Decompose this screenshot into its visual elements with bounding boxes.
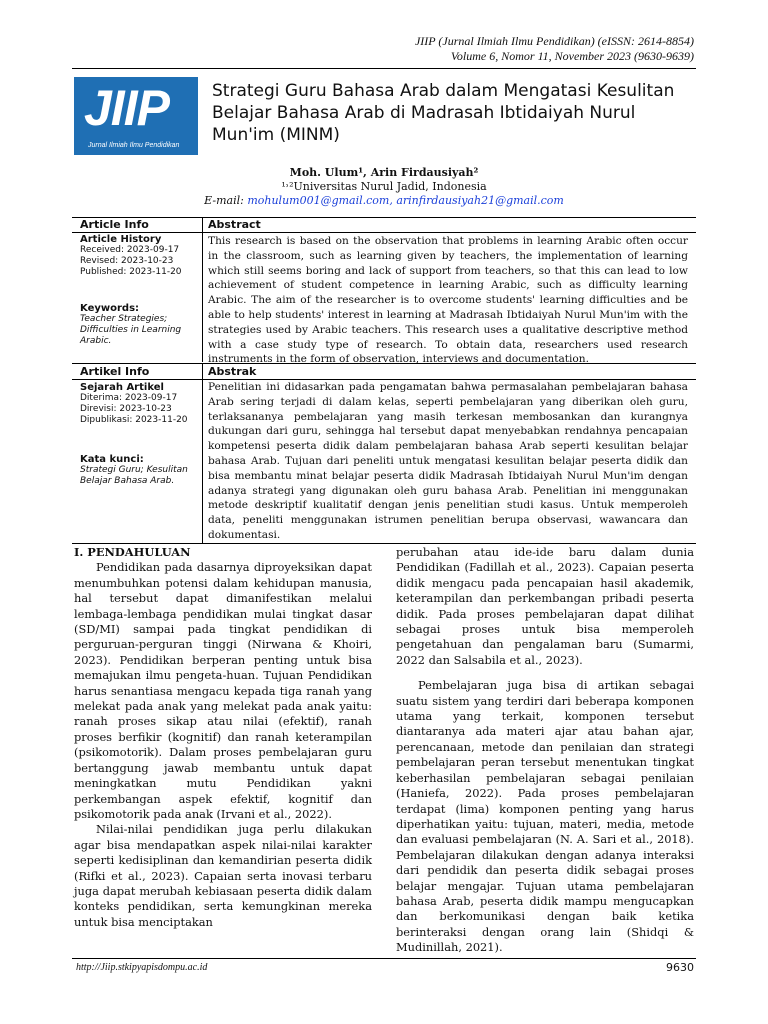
keywords-head: Keywords:	[80, 303, 140, 314]
article-history	[80, 234, 200, 278]
paragraph: Pembelajaran juga bisa di artikan sebagai suatu sistem yang terdiri dari beberapa komponen utama yang terkait, komponen tersebut diantaranya ada materi ajar atau bahan ajar, perencanaan, metode dan penilaian dan strategi pembelajaran peran tersebut menentukan tingkat keberhasilan pembelajaran sebagai penilaian (Haniefa, 2022). Pada proses pembelajaran terdapat (lima) komponen penting yang harus diperhatikan yaitu: tujuan, materi, media, metode dan evaluasi pembelajaran (N. A. Sari et al., 2018). Pembelajaran dilakukan dengan adanya interaksi dari pendidik dan peserta didik sebagai proses belajar mengajar. Tujuan utama pembelajaran bahasa Arab, peserta didik mampu mengucapkan dan berkomunikasi dengan baik ketika berinteraksi dengan orang lain (Shidqi & Mudinillah, 2021).	[396, 678, 694, 955]
sejarah-head: Sejarah Artikel	[80, 382, 164, 393]
abstract-text: This research is based on the observation that problems in learning Arabic often occur in the classroom, such as learning given by teachers, the implementation of learning which still seems boring and lack of support from teachers, so that this can lead to low achievement of student competence in learning Arabic, such as difficulty learning Arabic. The aim of the researcher is to overcome students' learning difficulties and be able to help students' interest in learning at Madrasah Ibtidaiyah Nurul Mun'im with the strategies used by Arabic teachers. This research uses a qualitative descriptive method with a case study type of research. To obtain data, researchers used research instruments in the form of observation, interviews and documentation.	[208, 235, 688, 366]
logo-text: JIIP	[84, 80, 169, 136]
kata-kunci-text: Strategi Guru; Kesulitan Belajar Bahasa Arab.	[80, 465, 188, 486]
affiliation: ¹˒²Universitas Nurul Jadid, Indonesia	[281, 180, 487, 193]
info-rule-top	[72, 217, 696, 218]
paragraph: Nilai-nilai pendidikan juga perlu dilakukan agar bisa mendapatkan aspek nilai-nilai karakter seperti kedisiplinan dan kemandirian peserta didik (Rifki et al., 2023). Capaian serta inovasi terbaru juga dapat merubah kebiasaan peserta didik dalam konteks pendidikan, serta kemungkinan mereka untuk bisa menciptakan	[74, 822, 372, 929]
journal-url[interactable]: http://Jiip.stkipyapisdompu.ac.id	[76, 962, 208, 973]
logo-subtitle: Jurnal Ilmiah Ilmu Pendidikan	[88, 142, 180, 149]
abstract-head: Abstract	[208, 218, 261, 231]
journal-logo	[74, 77, 198, 155]
email-line	[72, 194, 696, 208]
revised-date: Revised: 2023-10-23	[80, 256, 174, 266]
artikel-rule-top	[72, 363, 696, 364]
published-date: Published: 2023-11-20	[80, 267, 182, 277]
kata-kunci-block	[80, 454, 200, 487]
article-info-head: Article Info	[80, 218, 149, 231]
sejarah-artikel	[80, 382, 200, 426]
artikel-info-head: Artikel Info	[80, 365, 150, 378]
dipublikasi-date: Dipublikasi: 2023-11-20	[80, 415, 188, 425]
artikel-divider	[202, 363, 203, 543]
abstrak-head: Abstrak	[208, 365, 257, 378]
artikel-rule-bottom	[72, 543, 696, 544]
direvisi-date: Direvisi: 2023-10-23	[80, 404, 172, 414]
info-divider	[202, 217, 203, 362]
received-date: Received: 2023-09-17	[80, 245, 180, 255]
paragraph: Pendidikan pada dasarnya diproyeksikan dapat menumbuhkan potensi dalam kehidupan manusia, hal tersebut dapat dimanifestikan melalui lembaga-lembaga pendidikan mulai tingkat dasar (SD/MI) sampai pada tingkat pendidikan di perguruan-perguran tinggi (Nirwana & Khoiri, 2023). Pendidikan berperan penting untuk bisa memajukan ilmu pengeta-huan. Tujuan Pendidikan harus senantiasa mengacu kepada tiga ranah yang melekat pada anak yang melekat pada anak yaitu: ranah proses sikap atau nilai (efektif), ranah proses berfikir (kognitif) dan ranah keterampilan (psikomotorik). Dalam proses pembelajaran guru bertanggung jawab membantu untuk dapat meningkatkan mutu Pendidikan yakni perkembangan aspek efektif, kognitif dan psikomotorik pada anak (Irvani et al., 2022).	[74, 560, 372, 821]
email-label: E-mail:	[204, 194, 248, 207]
abstrak-text: Penelitian ini didasarkan pada pengamatan bahwa permasalahan pembelajaran bahasa Arab sering terjadi di dalam kelas, seperti pembelajaran yang diberikan oleh guru, terlaksananya pembelajaran yang masih terkesan membosankan dan kurangnya dukungan dari guru, sehingga hal tersebut dapat menyebabkan rendahnya pencapaian kompetensi peserta didik dalam pembelajaran bahasa Arab seperti kesulitan belajar bahasa Arab. Tujuan dari peneliti untuk mengatasi kesulitan belajar peserta didik dan bisa membantu minat belajar peserta didik Madrasah Ibtidaiyah Nurul Mun'im dengan adanya strategi yang digunakan oleh guru bahasa Arab. Penelitian ini menggunakan metode deskriptif kualitatif dengan jenis penelitian studi kasus. Untuk memperoleh data, peneliti menggunakan istrumen penelitian berupa observasi, wawancara dan dokumentasi.	[208, 381, 688, 541]
journal-name: JIIP (Jurnal Ilmiah Ilmu Pendidikan) (eISSN: 2614-8854)	[414, 34, 694, 48]
right-column	[396, 545, 694, 956]
diterima-date: Diterima: 2023-09-17	[80, 393, 178, 403]
left-column	[74, 545, 372, 930]
keywords-text: Teacher Strategies; Difficulties in Learning Arabic.	[80, 314, 182, 346]
kata-kunci-head: Kata kunci:	[80, 454, 144, 465]
info-rule-mid	[72, 232, 696, 233]
author-names: Moh. Ulum¹, Arin Firdausiyah²	[289, 166, 479, 179]
article-title: Strategi Guru Bahasa Arab dalam Mengatasi Kesulitan Belajar Bahasa Arab di Madrasah Ibtidaiyah Nurul Mun'im (MINM)	[212, 81, 675, 145]
page-number: 9630	[666, 961, 694, 974]
email-link[interactable]: mohulum001@gmail.com, arinfirdausiyah21@gmail.com	[247, 194, 564, 207]
author-block	[72, 166, 696, 208]
section-heading: I. PENDAHULUAN	[74, 545, 191, 559]
header-rule	[72, 68, 696, 69]
keywords-block	[80, 303, 200, 347]
footer-rule	[72, 958, 696, 959]
history-head: Article History	[80, 234, 162, 245]
journal-header	[415, 34, 694, 64]
volume-info: Volume 6, Nomor 11, November 2023 (9630-9639)	[450, 49, 694, 63]
paragraph: perubahan atau ide-ide baru dalam dunia Pendidikan (Fadillah et al., 2023). Capaian peserta didik mengacu pada pencapaian hasil akademik, keterampilan dan perkembangan pribadi peserta didik. Pada proses pembelajaran dapat dilihat sebagai proses untuk bisa memperoleh pengetahuan dan pengalaman baru (Sumarmi, 2022 dan Salsabila et al., 2023).	[396, 545, 694, 667]
